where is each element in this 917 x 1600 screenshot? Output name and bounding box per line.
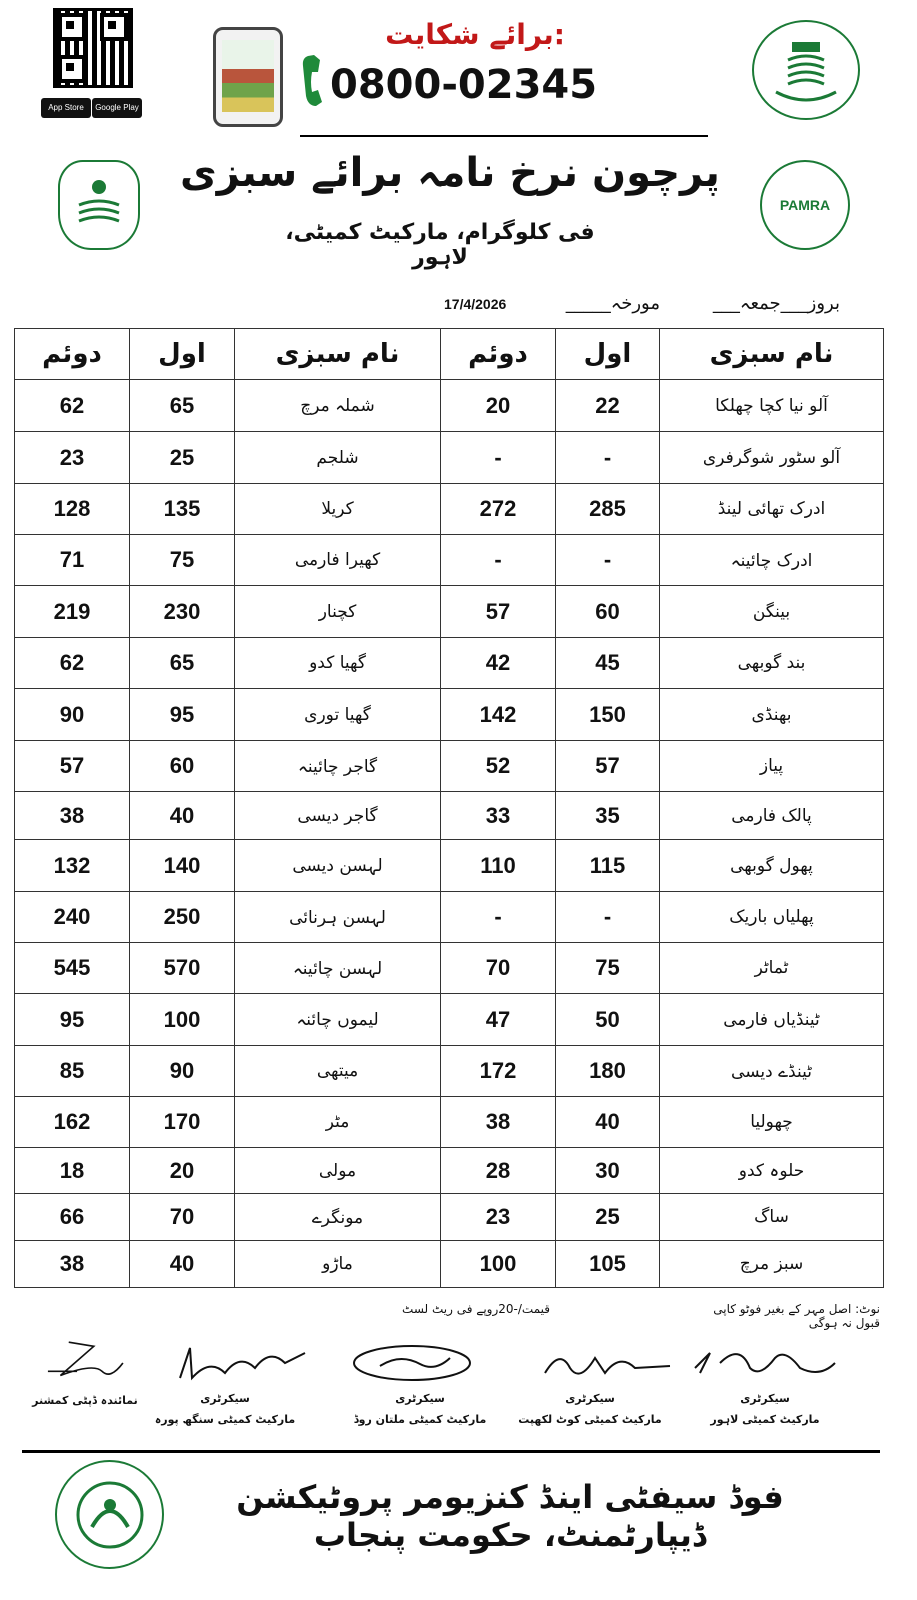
column-header-right-first: اول bbox=[556, 329, 660, 380]
signature-org: مارکیٹ کمیٹی کوٹ لکھپت bbox=[518, 1413, 662, 1426]
price-first-cell: 100 bbox=[130, 994, 235, 1046]
vegetable-name-cell: ساگ bbox=[660, 1194, 884, 1241]
vegetable-name-cell: گاجر چائینہ bbox=[235, 741, 441, 792]
price-first-cell: 60 bbox=[556, 586, 660, 638]
price-second-cell: 38 bbox=[15, 1241, 130, 1288]
price-first-cell: 35 bbox=[556, 792, 660, 840]
price-second-cell: 70 bbox=[441, 943, 556, 994]
price-first-cell: 75 bbox=[556, 943, 660, 994]
vegetable-name-cell: لہسن دیسی bbox=[235, 840, 441, 892]
google-play-badge[interactable]: Google Play bbox=[92, 98, 142, 118]
table-row bbox=[15, 943, 884, 994]
price-first-cell: 70 bbox=[130, 1194, 235, 1241]
price-second-cell: 52 bbox=[441, 741, 556, 792]
table-row bbox=[15, 1046, 884, 1097]
price-second-cell: 23 bbox=[441, 1194, 556, 1241]
price-first-cell: 250 bbox=[130, 892, 235, 943]
vegetable-name-cell: کریلا bbox=[235, 484, 441, 535]
punjab-emblem-icon bbox=[752, 20, 860, 120]
price-first-cell: 45 bbox=[556, 638, 660, 689]
vegetable-name-cell: پالک فارمی bbox=[660, 792, 884, 840]
day-label: بروز___جمعہ___ bbox=[712, 293, 840, 314]
vegetable-name-cell: لیموں چائنہ bbox=[235, 994, 441, 1046]
price-first-cell: - bbox=[556, 892, 660, 943]
price-first-cell: 65 bbox=[130, 638, 235, 689]
vegetable-name-cell: لہسن ہرنائی bbox=[235, 892, 441, 943]
signature-singhpura bbox=[170, 1338, 310, 1388]
price-second-cell: 66 bbox=[15, 1194, 130, 1241]
pamra-logo-icon bbox=[760, 160, 850, 250]
signature-block-2 bbox=[515, 1392, 665, 1426]
price-second-cell: 42 bbox=[441, 638, 556, 689]
vegetable-name-cell: سبز مرچ bbox=[660, 1241, 884, 1288]
table-row bbox=[15, 1194, 884, 1241]
table-header-row bbox=[15, 329, 884, 380]
signature-dc-representative bbox=[35, 1338, 140, 1388]
price-first-cell: 60 bbox=[130, 741, 235, 792]
divider bbox=[300, 135, 708, 137]
vegetable-name-cell: ٹماٹر bbox=[660, 943, 884, 994]
price-second-cell: 95 bbox=[15, 994, 130, 1046]
table-row bbox=[15, 638, 884, 689]
table-row bbox=[15, 741, 884, 792]
table-row bbox=[15, 1097, 884, 1148]
signature-lahore bbox=[690, 1338, 840, 1388]
signature-title: نمائندہ ڈپٹی کمشنر bbox=[32, 1394, 138, 1407]
table-row bbox=[15, 484, 884, 535]
price-first-cell: 140 bbox=[130, 840, 235, 892]
price-second-cell: 142 bbox=[441, 689, 556, 741]
price-first-cell: 105 bbox=[556, 1241, 660, 1288]
column-header-right-name: نام سبزی bbox=[660, 329, 884, 380]
price-first-cell: 95 bbox=[130, 689, 235, 741]
price-first-cell: - bbox=[556, 535, 660, 586]
vegetable-name-cell: ٹینڈے دیسی bbox=[660, 1046, 884, 1097]
vegetable-name-cell: گھیا توری bbox=[235, 689, 441, 741]
price-first-cell: 75 bbox=[130, 535, 235, 586]
price-first-cell: 135 bbox=[130, 484, 235, 535]
price-first-cell: 115 bbox=[556, 840, 660, 892]
price-first-cell: 150 bbox=[556, 689, 660, 741]
date-label: مورخہ_____ bbox=[565, 293, 660, 314]
vegetable-name-cell: ادرک چائینہ bbox=[660, 535, 884, 586]
price-first-cell: 25 bbox=[130, 432, 235, 484]
signature-title: سیکرٹری bbox=[395, 1392, 445, 1405]
price-second-cell: 62 bbox=[15, 638, 130, 689]
vegetable-name-cell: بینگن bbox=[660, 586, 884, 638]
table-row bbox=[15, 380, 884, 432]
price-second-cell: 90 bbox=[15, 689, 130, 741]
price-second-cell: 545 bbox=[15, 943, 130, 994]
app-store-badge[interactable]: App Store bbox=[41, 98, 91, 118]
price-second-cell: 100 bbox=[441, 1241, 556, 1288]
price-second-cell: 132 bbox=[15, 840, 130, 892]
table-row bbox=[15, 892, 884, 943]
vegetable-name-cell: مولی bbox=[235, 1148, 441, 1194]
market-committee-logo-icon bbox=[58, 160, 140, 250]
price-second-cell: 57 bbox=[441, 586, 556, 638]
food-safety-logo-icon bbox=[55, 1460, 164, 1569]
price-first-cell: 25 bbox=[556, 1194, 660, 1241]
vegetable-name-cell: ٹینڈیاں فارمی bbox=[660, 994, 884, 1046]
price-second-cell: 219 bbox=[15, 586, 130, 638]
vegetable-name-cell: گھیا کدو bbox=[235, 638, 441, 689]
price-second-cell: 128 bbox=[15, 484, 130, 535]
price-second-cell: - bbox=[441, 432, 556, 484]
price-second-cell: 23 bbox=[15, 432, 130, 484]
price-second-cell: 85 bbox=[15, 1046, 130, 1097]
table-row bbox=[15, 1148, 884, 1194]
table-row bbox=[15, 1241, 884, 1288]
vegetable-name-cell: گاجر دیسی bbox=[235, 792, 441, 840]
price-first-cell: 570 bbox=[130, 943, 235, 994]
price-first-cell: 20 bbox=[130, 1148, 235, 1194]
price-first-cell: 40 bbox=[130, 792, 235, 840]
signature-block-5 bbox=[20, 1394, 150, 1407]
vegetable-name-cell: آلو سٹور شوگرفری bbox=[660, 432, 884, 484]
price-first-cell: 230 bbox=[130, 586, 235, 638]
column-header-left-second: دوئم bbox=[15, 329, 130, 380]
signature-title: سیکرٹری bbox=[200, 1392, 250, 1405]
signature-org: مارکیٹ کمیٹی لاہور bbox=[710, 1413, 820, 1426]
price-second-cell: 47 bbox=[441, 994, 556, 1046]
vegetable-name-cell: شلجم bbox=[235, 432, 441, 484]
vegetable-name-cell: میتھی bbox=[235, 1046, 441, 1097]
photocopy-note: نوٹ: اصل مہر کے بغیر فوٹو کاپی قبول نہ ہوگی bbox=[713, 1302, 880, 1330]
price-second-cell: 57 bbox=[15, 741, 130, 792]
column-header-left-name: نام سبزی bbox=[235, 329, 441, 380]
qr-code-icon[interactable] bbox=[53, 8, 133, 88]
hotline-number[interactable]: 0800-02345 bbox=[330, 62, 598, 108]
price-second-cell: 272 bbox=[441, 484, 556, 535]
price-second-cell: 62 bbox=[15, 380, 130, 432]
price-second-cell: 162 bbox=[15, 1097, 130, 1148]
price-first-cell: 90 bbox=[130, 1046, 235, 1097]
vegetable-name-cell: پھول گوبھی bbox=[660, 840, 884, 892]
vegetable-name-cell: بھنڈی bbox=[660, 689, 884, 741]
price-first-cell: 40 bbox=[556, 1097, 660, 1148]
price-first-cell: 180 bbox=[556, 1046, 660, 1097]
table-row bbox=[15, 432, 884, 484]
price-first-cell: 57 bbox=[556, 741, 660, 792]
price-second-cell: 110 bbox=[441, 840, 556, 892]
price-first-cell: - bbox=[556, 432, 660, 484]
vegetable-name-cell: کھیرا فارمی bbox=[235, 535, 441, 586]
table-body bbox=[15, 380, 884, 1288]
vegetable-name-cell: کچنار bbox=[235, 586, 441, 638]
table-row bbox=[15, 535, 884, 586]
signature-kot-lakhpat bbox=[540, 1338, 675, 1388]
price-second-cell: - bbox=[441, 535, 556, 586]
price-first-cell: 22 bbox=[556, 380, 660, 432]
page-title: پرچون نرخ نامہ برائے سبزی bbox=[180, 150, 720, 196]
price-second-cell: 33 bbox=[441, 792, 556, 840]
price-second-cell: - bbox=[441, 892, 556, 943]
vegetable-name-cell: حلوہ کدو bbox=[660, 1148, 884, 1194]
column-header-left-first: اول bbox=[130, 329, 235, 380]
signature-title: سیکرٹری bbox=[740, 1392, 790, 1405]
signature-multan-road bbox=[350, 1338, 475, 1388]
signature-org: مارکیٹ کمیٹی سنگھ پورہ bbox=[154, 1413, 296, 1426]
price-table bbox=[14, 328, 884, 1288]
vegetable-name-cell: ماڑو bbox=[235, 1241, 441, 1288]
vegetable-name-cell: بند گوبھی bbox=[660, 638, 884, 689]
vegetable-name-cell: ادرک تھائی لینڈ bbox=[660, 484, 884, 535]
price-second-cell: 20 bbox=[441, 380, 556, 432]
price-second-cell: 240 bbox=[15, 892, 130, 943]
complaint-label: برائے شکایت: bbox=[385, 18, 565, 51]
price-first-cell: 170 bbox=[130, 1097, 235, 1148]
price-second-cell: 172 bbox=[441, 1046, 556, 1097]
table-row bbox=[15, 586, 884, 638]
price-note: قیمت/-20روپے فی ریٹ لسٹ bbox=[402, 1302, 550, 1316]
table-row bbox=[15, 994, 884, 1046]
page-subtitle: فی کلوگرام، مارکیٹ کمیٹی، لاہور bbox=[285, 220, 595, 270]
department-title: فوڈ سیفٹی اینڈ کنزیومر پروٹیکشن ڈیپارٹمنٹ، حکومت پنجاب bbox=[236, 1478, 784, 1554]
price-second-cell: 38 bbox=[15, 792, 130, 840]
signature-title: سیکرٹری bbox=[565, 1392, 615, 1405]
vegetable-name-cell: لہسن چائینہ bbox=[235, 943, 441, 994]
price-second-cell: 38 bbox=[441, 1097, 556, 1148]
mobile-app-screenshot bbox=[213, 27, 283, 127]
pamra-logo-text: PAMRA bbox=[779, 197, 831, 213]
column-header-right-second: دوئم bbox=[441, 329, 556, 380]
price-first-cell: 30 bbox=[556, 1148, 660, 1194]
vegetable-name-cell: مٹر bbox=[235, 1097, 441, 1148]
price-second-cell: 71 bbox=[15, 535, 130, 586]
date-value: 17/4/2026 bbox=[444, 296, 507, 312]
vegetable-name-cell: چھولیا bbox=[660, 1097, 884, 1148]
signature-block-1 bbox=[690, 1392, 840, 1426]
vegetable-name-cell: شملہ مرچ bbox=[235, 380, 441, 432]
vegetable-name-cell: پیاز bbox=[660, 741, 884, 792]
table-row bbox=[15, 689, 884, 741]
price-first-cell: 50 bbox=[556, 994, 660, 1046]
table-row bbox=[15, 840, 884, 892]
vegetable-name-cell: مونگرے bbox=[235, 1194, 441, 1241]
signature-block-3 bbox=[345, 1392, 495, 1426]
price-first-cell: 40 bbox=[130, 1241, 235, 1288]
price-first-cell: 285 bbox=[556, 484, 660, 535]
table-row bbox=[15, 792, 884, 840]
price-second-cell: 28 bbox=[441, 1148, 556, 1194]
signature-org: مارکیٹ کمیٹی ملتان روڈ bbox=[353, 1413, 487, 1426]
price-first-cell: 65 bbox=[130, 380, 235, 432]
price-second-cell: 18 bbox=[15, 1148, 130, 1194]
divider bbox=[22, 1450, 880, 1453]
vegetable-name-cell: پھلیاں باریک bbox=[660, 892, 884, 943]
signature-block-4 bbox=[150, 1392, 300, 1426]
vegetable-name-cell: آلو نیا کچا چھلکا bbox=[660, 380, 884, 432]
